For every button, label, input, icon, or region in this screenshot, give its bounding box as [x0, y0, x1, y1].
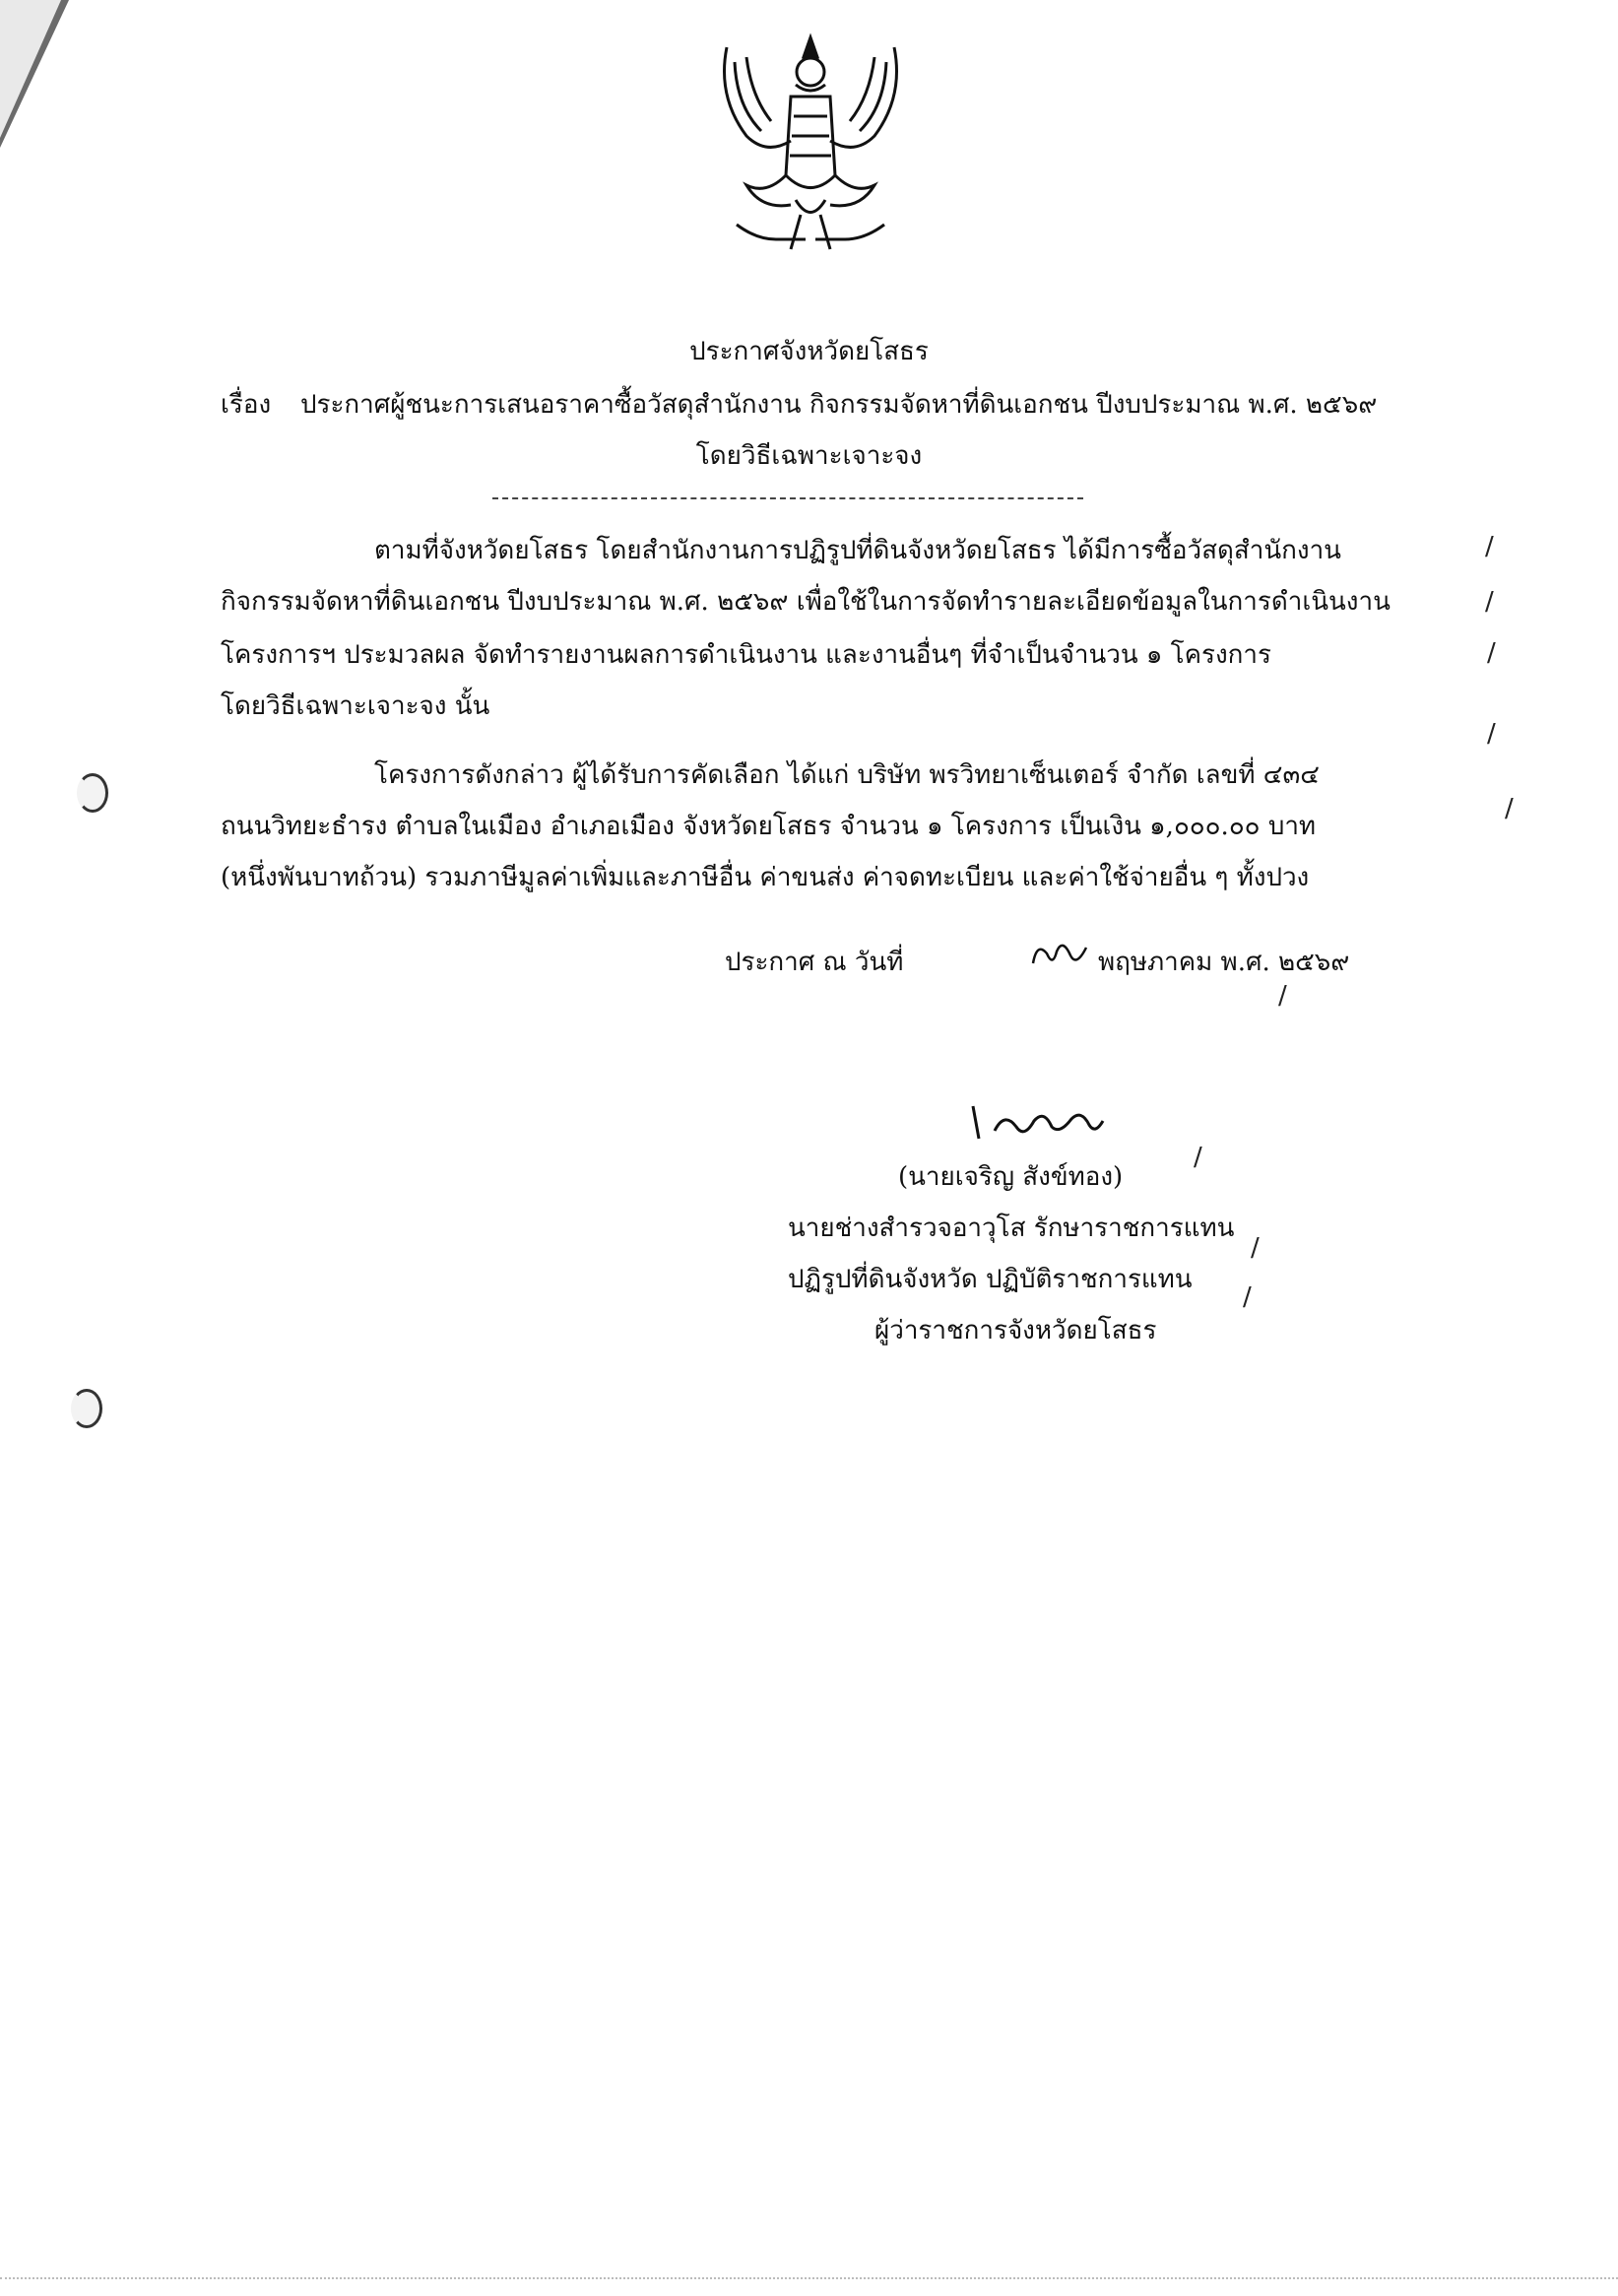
- subject-label: เรื่อง: [221, 390, 272, 420]
- signatory-title-line2: ปฏิรูปที่ดินจังหวัด ปฏิบัติราชการแทน: [788, 1265, 1193, 1294]
- check-mark: /: [1194, 1143, 1202, 1172]
- subject-text: ประกาศผู้ชนะการเสนอราคาซื้อวัสดุสำนักงาน กิจกรรมจัดหาที่ดินเอกชน ปีงบประมาณ พ.ศ. ๒๕๖๙: [300, 390, 1378, 420]
- para2-line2: ถนนวิทยะธำรง ตำบลในเมือง อำเภอเมือง จังหวัดยโสธร จำนวน ๑ โครงการ เป็นเงิน ๑,๐๐๐.๐๐ บาท: [221, 812, 1317, 841]
- signatory-name: (นายเจริญ สังข์ทอง): [898, 1162, 1124, 1192]
- scan-edge: [0, 2277, 1618, 2279]
- handwritten-day: [1027, 934, 1090, 979]
- date-prefix: ประกาศ ณ วันที่: [725, 948, 904, 977]
- punch-hole-bottom: [71, 1389, 102, 1428]
- check-mark: /: [1251, 1233, 1260, 1263]
- para1-line4: โดยวิธีเฉพาะเจาะจง นั้น: [221, 691, 490, 721]
- garuda-emblem-icon: [707, 28, 914, 264]
- check-mark: /: [1505, 794, 1514, 823]
- punch-hole-top: [77, 773, 108, 813]
- check-mark: /: [1485, 587, 1494, 617]
- signatory-title-line1: นายช่างสำรวจอาวุโส รักษาราชการแทน: [788, 1214, 1235, 1243]
- para1-line1: ตามที่จังหวัดยโสธร โดยสำนักงานการปฏิรูปที่ดินจังหวัดยโสธร ได้มีการซื้อวัสดุสำนักงาน: [374, 536, 1341, 565]
- signatory-title-line3: ผู้ว่าราชการจังหวัดยโสธร: [874, 1316, 1157, 1345]
- para1-line2: กิจกรรมจัดหาที่ดินเอกชน ปีงบประมาณ พ.ศ. ๒๕๖๙ เพื่อใช้ในการจัดทำรายละเอียดข้อมูลในการดำเนินงาน: [221, 587, 1391, 617]
- header-separator: [492, 497, 1083, 499]
- check-mark: /: [1487, 638, 1496, 668]
- para2-line1: โครงการดังกล่าว ผู้ได้รับการคัดเลือก ได้แก่ บริษัท พรวิทยาเซ็นเตอร์ จำกัด เลขที่ ๔๓๔: [374, 760, 1320, 790]
- page-corner-fold-highlight: [0, 0, 61, 138]
- para1-line3: โครงการฯ ประมวลผล จัดทำรายงานผลการดำเนินงาน และงานอื่นๆ ที่จำเป็นจำนวน ๑ โครงการ: [221, 640, 1271, 670]
- subject-text-line2: โดยวิธีเฉพาะเจาะจง: [695, 441, 923, 471]
- check-mark: /: [1243, 1282, 1252, 1312]
- date-month-year: พฤษภาคม พ.ศ. ๒๕๖๙: [1098, 948, 1350, 977]
- para2-line3: (หนึ่งพันบาทถ้วน) รวมภาษีมูลค่าเพิ่มและภาษีอื่น ค่าขนส่ง ค่าจดทะเบียน และค่าใช้จ่ายอื่น ๆ ทั้งปวง: [221, 863, 1310, 892]
- check-mark: /: [1487, 719, 1496, 749]
- check-mark: /: [1485, 532, 1494, 561]
- check-mark: /: [1278, 981, 1287, 1011]
- signature-mark: [965, 1091, 1123, 1150]
- announcement-title: ประกาศจังหวัดยโสธร: [689, 337, 929, 366]
